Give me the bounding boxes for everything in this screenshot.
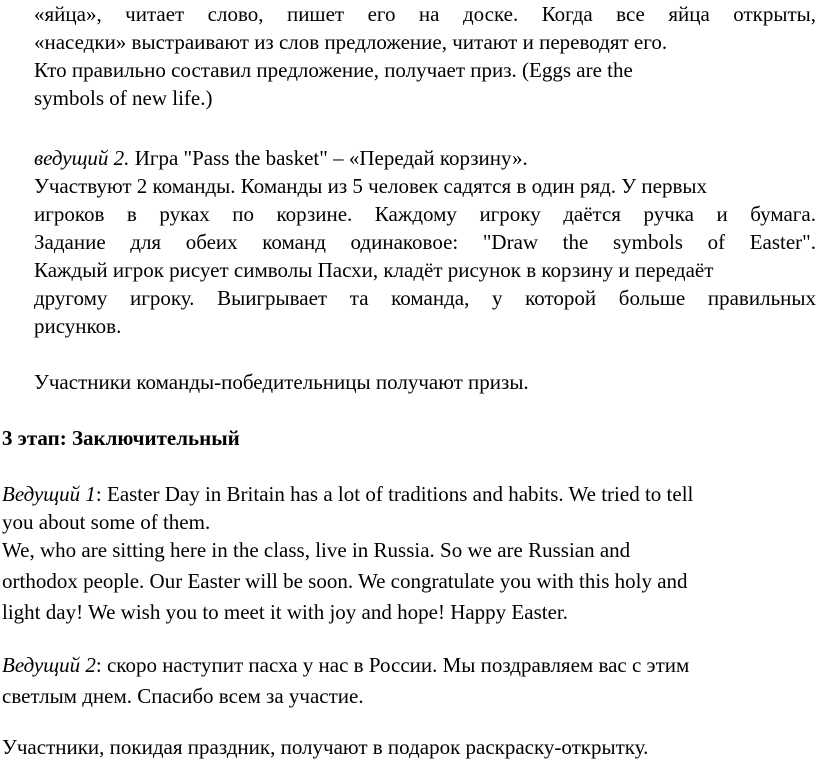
text-line: «наседки» выстраивают из слов предложение, читают и переводят его. <box>34 30 668 54</box>
text-line <box>2 480 814 508</box>
paragraph-host1 <box>2 480 814 536</box>
text-line: игроков в руках по корзине. Каждому игроку даётся ручка и бумага. <box>34 202 816 226</box>
text-line: другому игроку. Выигрывает та команда, у которой больше правильных <box>34 286 816 310</box>
speaker-label: ведущий 2. <box>34 146 130 170</box>
text-line: light day! We wish you to meet it with joy and hope! Happy Easter. <box>2 600 568 624</box>
section-heading <box>2 424 814 452</box>
text-line <box>34 144 816 172</box>
text-line: «яйца», читает слово, пишет его на доске. Когда все яйца открыты, <box>34 2 816 26</box>
text-line: рисунков. <box>34 314 122 338</box>
speaker-label: Ведущий 2 <box>2 653 96 677</box>
text-line: Каждый игрок рисует символы Пасхи, кладёт рисунок в корзину и передаёт <box>34 258 714 282</box>
paragraph-russia <box>2 535 814 628</box>
text-line <box>2 650 814 681</box>
text-line: We, who are sitting here in the class, live in Russia. So we are Russian and <box>2 538 631 562</box>
text-run: : скоро наступит пасха у нас в России. Мы поздравляем вас с этим <box>95 653 690 677</box>
text-line: Участники команды-победительницы получают призы. <box>34 370 529 394</box>
text-line: Участвуют 2 команды. Команды из 5 человек садятся в один ряд. У первых <box>34 174 707 198</box>
paragraph-closing <box>2 732 814 763</box>
text-run: : Easter Day in Britain has a lot of traditions and habits. We tried to tell <box>95 482 694 506</box>
text-line: светлым днем. Спасибо всем за участие. <box>2 684 364 708</box>
text-line: symbols of new life.) <box>34 86 213 110</box>
text-line: Кто правильно составил предложение, получает приз. (Eggs are the <box>34 58 633 82</box>
paragraph-winners <box>34 368 816 396</box>
text-line: you about some of them. <box>2 510 211 534</box>
text-line: Участники, покидая праздник, получают в подарок раскраску-открытку. <box>2 735 649 759</box>
text-line: Задание для обеих команд одинаковое: "Draw the symbols of Easter". <box>34 230 816 254</box>
text-line: orthodox people. Our Easter will be soon. We congratulate you with this holy and <box>2 569 688 593</box>
heading-text: 3 этап: Заключительный <box>2 426 240 450</box>
paragraph-pass-basket <box>34 144 816 340</box>
text-run: Игра "Pass the basket" – «Передай корзину». <box>129 146 528 170</box>
paragraph-host2 <box>2 650 814 712</box>
speaker-label: Ведущий 1 <box>2 482 96 506</box>
paragraph-eggs-game <box>34 0 816 112</box>
